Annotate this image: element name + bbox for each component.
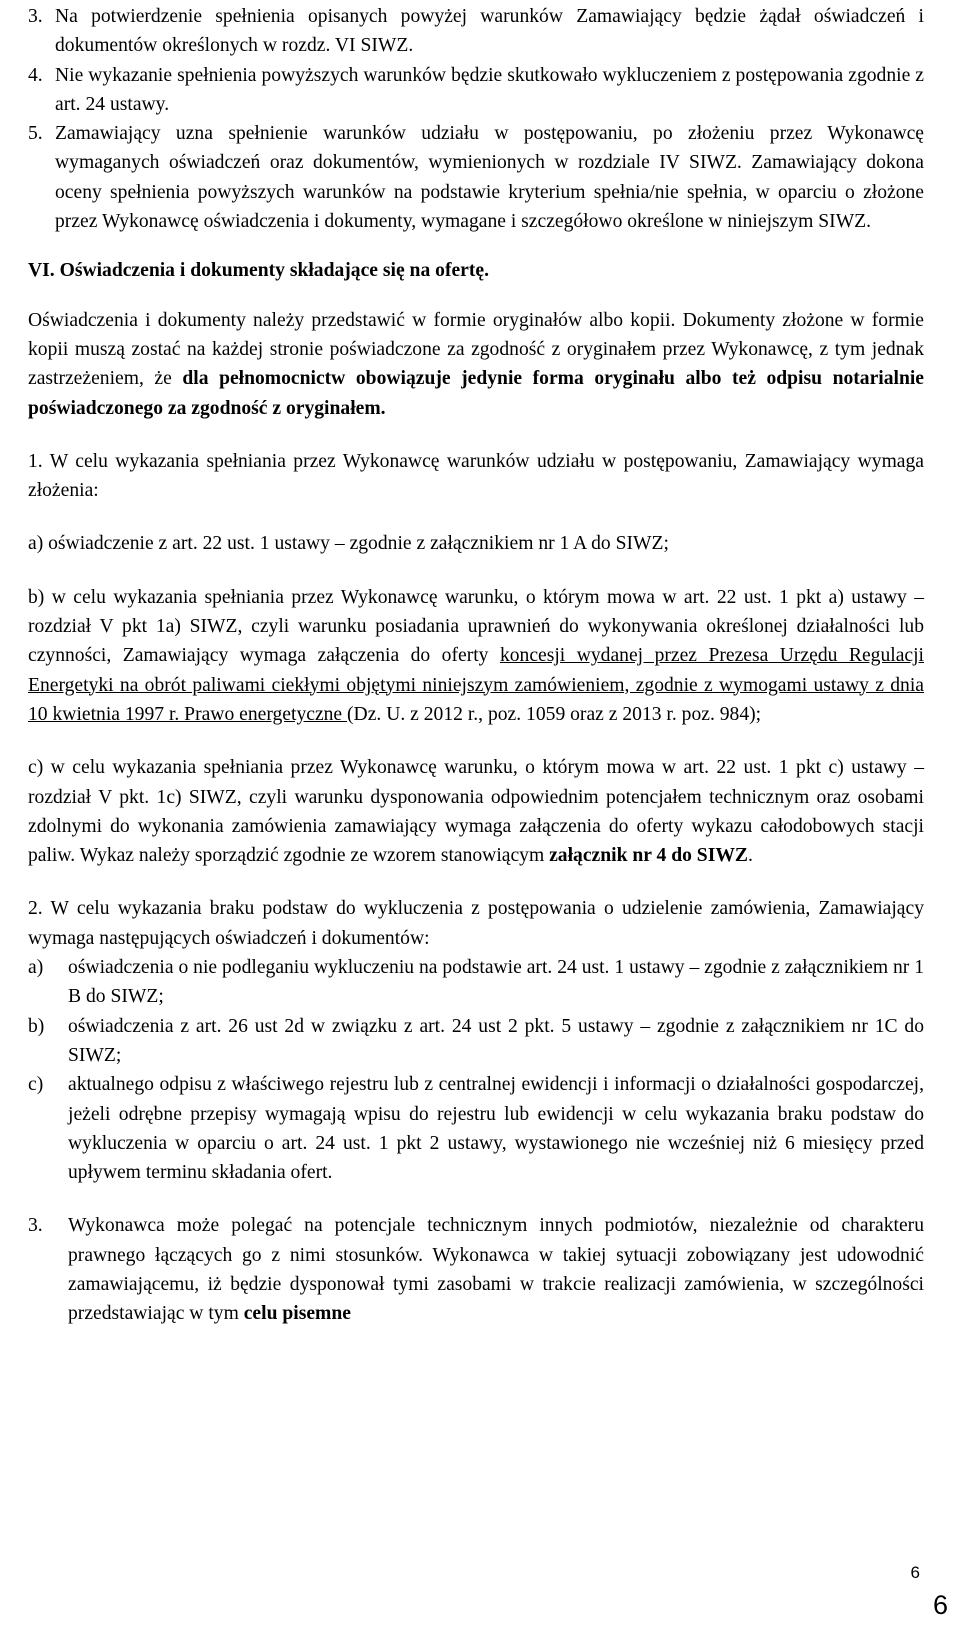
list-item-label: 4. xyxy=(28,64,43,86)
point-3-text xyxy=(68,1211,924,1328)
intro-bold-text: dla pełnomocnictw obowiązuje jedynie forma oryginału albo też odpisu notarialnie poświadczonego za zgodność z oryginałem. xyxy=(28,368,924,419)
document-body xyxy=(28,2,924,1329)
list-item-5 xyxy=(28,119,924,236)
list-item-label: 3. xyxy=(28,6,43,27)
point-1b-text: b) w celu wykazania spełniania przez Wykonawcę warunku, o którym mowa w art. 22 ust. 1 pkt a) ustawy – rozdział V pkt 1a) SIWZ, czyli warunku posiadania uprawnień do wykonywania określonej działalności lub czynności, Zamawiający wymaga załączenia do oferty xyxy=(28,586,924,667)
sub-item-label: a) xyxy=(28,957,44,979)
point-1a: a) oświadczenie z art. 22 ust. 1 ustawy – zgodnie z załącznikiem nr 1 A do SIWZ; xyxy=(28,533,669,555)
intro-paragraph xyxy=(28,306,924,423)
sub-item-label: c) xyxy=(28,1074,44,1096)
list-item-text: Zamawiający uzna spełnienie warunków udziału w postępowaniu, po złożeniu przez Wykonawcę wymaganych oświadczeń oraz dokumentów, wymienionych w rozdziale IV SIWZ. Zamawiający dokona oceny spełnienia powyższych warunków na podstawie kryterium spełnia/nie spełnia, w oparciu o złożone przez Wykonawcę oświadczenia i dokumenty, wymagane i szczegółowo określone w niniejszym SIWZ. xyxy=(55,123,924,233)
intro-plain-text: Oświadczenia i dokumenty należy przedstawić w formie oryginałów albo kopii. Dokumenty złożone w formie kopii muszą zostać na każdej stronie poświadczone za zgodność z oryginałem przez Wykonawcę, z tym jednak zastrzeżeniem, że xyxy=(28,309,924,390)
sub-item-text: aktualnego odpisu z właściwego rejestru lub z centralnej ewidencji i informacji o działalności gospodarczej, jeżeli odrębne przepisy wymagają wpisu do rejestru lub ewidencji w celu wykazania braku podstaw do wykluczenia w oparciu o art. 24 ust. 1 pkt 2 ustawy, wystawionego nie wcześniej niż 6 miesięcy przed upływem terminu składania ofert. xyxy=(68,1074,924,1184)
section-heading: VI. Oświadczenia i dokumenty składające się na ofertę. xyxy=(28,260,489,282)
point-1b-underlined: koncesji wydanej przez Prezesa Urzędu Regulacji Energetyki na obrót paliwami ciekłymi objętymi niniejszym zamówieniem, zgodnie z wymogami ustawy z dnia 10 kwietnia 1997 r. Prawo energetyczne xyxy=(28,645,924,725)
page-number-small: 6 xyxy=(910,1563,920,1582)
sub-item-text: oświadczenia z art. 26 ust 2d w związku z art. 24 ust 2 pkt. 5 ustawy – zgodnie z załącznikiem nr 1C do SIWZ; xyxy=(68,1015,924,1066)
sub-item-label: b) xyxy=(28,1015,45,1037)
sub-item-text: oświadczenia o nie podleganiu wykluczeniu na podstawie art. 24 ust. 1 ustawy – zgodnie z załącznikiem nr 1 B do SIWZ; xyxy=(68,957,924,1008)
point-2b xyxy=(28,1012,924,1071)
point-2-intro: 2. W celu wykazania braku podstaw do wykluczenia z postępowania o udzielenie zamówienia, Zamawiający wymaga następujących oświadczeń i dokumentów: xyxy=(28,898,924,949)
point-2a xyxy=(28,953,924,1012)
list-item-text: Nie wykazanie spełnienia powyższych warunków będzie skutkowało wykluczeniem z postępowania zgodnie z art. 24 ustawy. xyxy=(55,64,924,115)
point-3-plain: Wykonawca może polegać na potencjale technicznym innych podmiotów, niezależnie od charakteru prawnego łączących go z nimi stosunków. Wykonawca w takiej sytuacji zobowiązany jest udowodnić zamawiającemu, iż będzie dysponował tymi zasobami w trakcie realizacji zamówienia, w szczególności przedstawiając w tym xyxy=(68,1215,924,1325)
point-3 xyxy=(28,1211,924,1328)
list-item-label: 3. xyxy=(28,1215,43,1237)
point-2c xyxy=(28,1070,924,1187)
point-1c-text: c) w celu wykazania spełniania przez Wykonawcę warunku, o którym mowa w art. 22 ust. 1 pkt c) ustawy – rozdział V pkt. 1c) SIWZ, czyli warunku dysponowania odpowiednim potencjałem technicznym oraz osobami zdolnymi do wykonania zamówienia zamawiający wymaga załączenia do oferty wykazu całodobowych stacji paliw. Wykaz należy sporządzić zgodnie ze wzorem stanowiącym xyxy=(28,757,924,867)
point-1c xyxy=(28,753,924,870)
point-3-bold: celu pisemne xyxy=(243,1303,351,1325)
list-item-3 xyxy=(28,2,924,61)
list-item-4 xyxy=(28,61,924,120)
page-number: 6 xyxy=(932,1590,948,1620)
list-item-label: 5. xyxy=(28,123,43,145)
point-1c-bold: załącznik nr 4 do SIWZ xyxy=(549,845,748,867)
point-1b xyxy=(28,583,924,729)
point-1: 1. W celu wykazania spełniania przez Wykonawcę warunków udziału w postępowaniu, Zamawiający wymaga złożenia: xyxy=(28,450,924,502)
point-1b-tail: (Dz. U. z 2012 r., poz. 1059 oraz z 2013 r. poz. 984); xyxy=(347,703,762,725)
list-item-text: Na potwierdzenie spełnienia opisanych powyżej warunków Zamawiający będzie żądał oświadczeń i dokumentów określonych w rozdz. VI SIWZ. xyxy=(55,6,924,57)
point-1c-tail: . xyxy=(747,845,753,867)
